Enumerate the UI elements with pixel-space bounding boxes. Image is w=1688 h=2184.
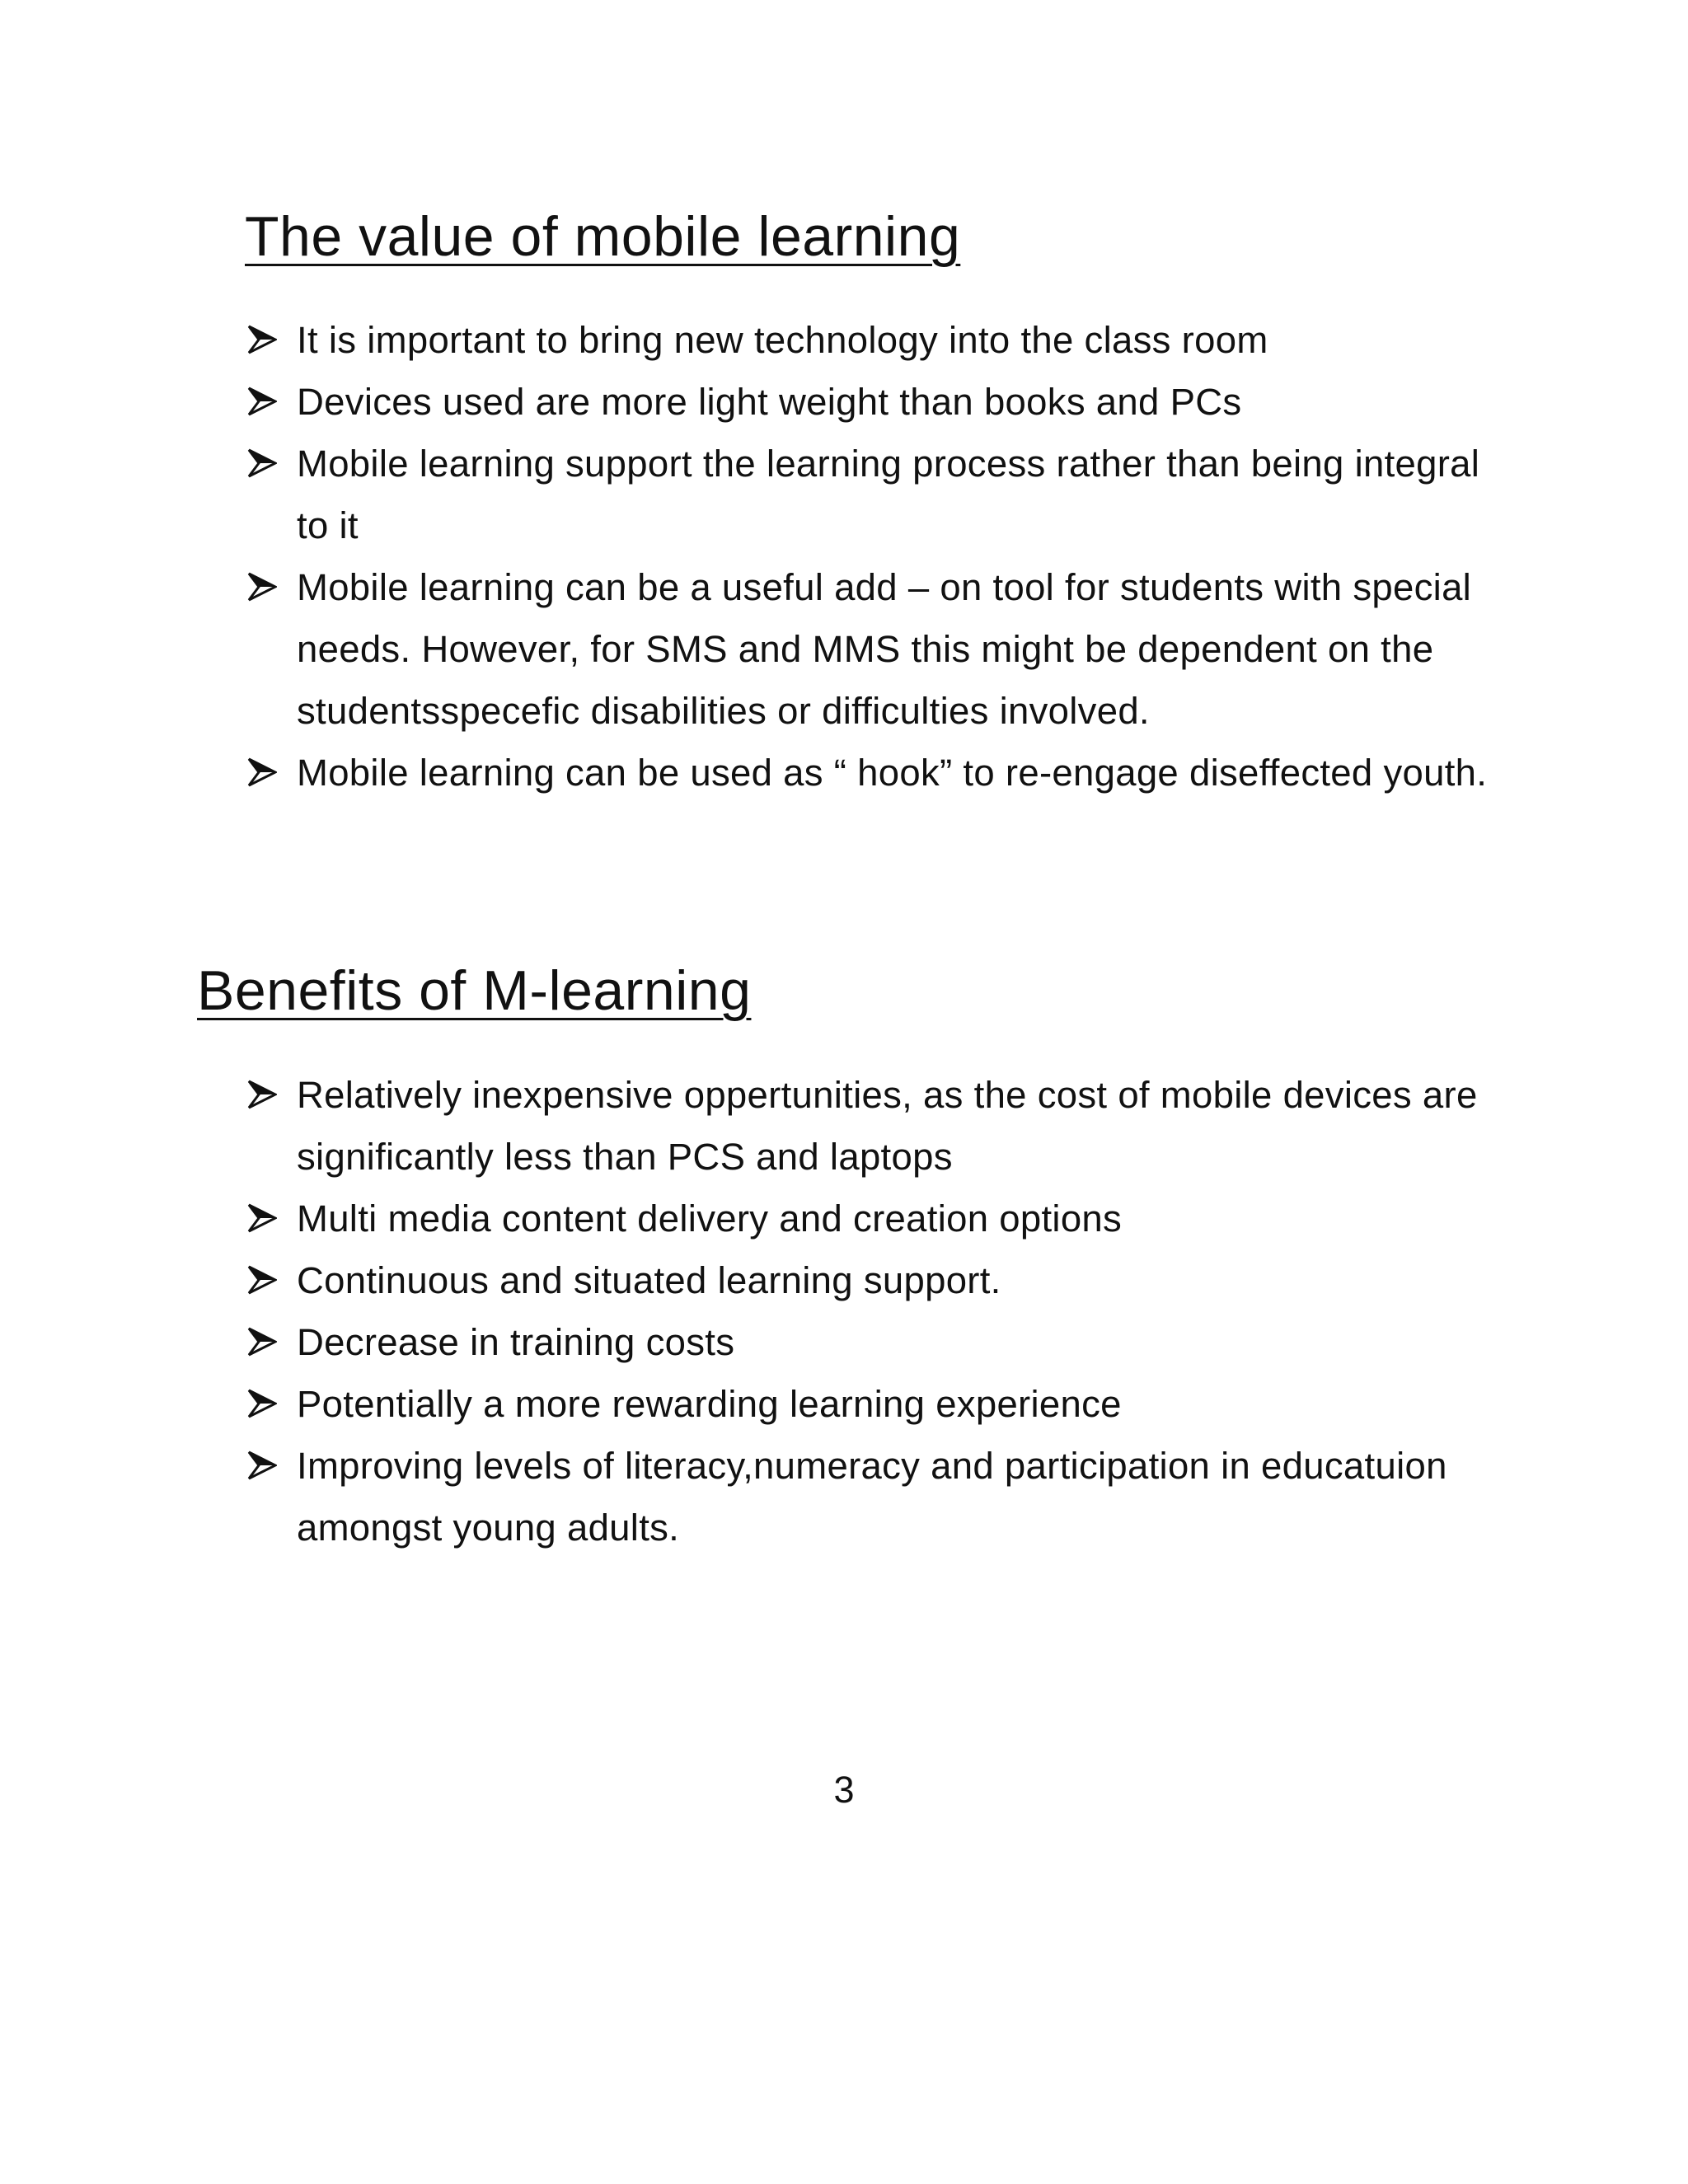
arrowhead-bullet-icon <box>247 387 277 416</box>
list-item-text: Devices used are more light weight than books and PCs <box>297 381 1242 423</box>
list-item-text: Decrease in training costs <box>297 1321 735 1363</box>
list-item-text: Improving levels of literacy,numeracy and participation in educatuion amongst young adults. <box>297 1445 1447 1549</box>
list-item-text: Mobile learning can be used as “ hook” to re-engage diseffected youth. <box>297 752 1488 794</box>
list-item <box>247 309 1517 371</box>
list-item-text: Continuous and situated learning support. <box>297 1259 1001 1301</box>
arrowhead-bullet-icon <box>247 1389 277 1418</box>
arrowhead-bullet-icon <box>247 1203 277 1233</box>
arrowhead-bullet-icon <box>247 1327 277 1357</box>
list-item-text: It is important to bring new technology into the class room <box>297 319 1268 361</box>
page-number: 3 <box>833 1769 855 1811</box>
list-item-text: Mobile learning support the learning process rather than being integral to it <box>297 443 1480 546</box>
list-item <box>247 1064 1517 1188</box>
arrowhead-bullet-icon <box>247 572 277 602</box>
list-item <box>247 742 1517 804</box>
list-item-text: Multi media content delivery and creation options <box>297 1197 1123 1240</box>
list-item <box>247 1249 1517 1311</box>
list-item <box>247 1188 1517 1249</box>
list-item <box>247 556 1517 742</box>
section-heading-value-of-mobile-learning: The value of mobile learning <box>245 205 961 268</box>
arrowhead-bullet-icon <box>247 1265 277 1295</box>
list-item <box>247 371 1517 433</box>
list-item <box>247 1435 1517 1558</box>
list-item-text: Mobile learning can be a useful add – on tool for students with special needs. However, for SMS and MMS this might be dependent on the studentsspecefic disabilities or difficulties involved. <box>297 566 1472 732</box>
benefits-list <box>247 1064 1517 1558</box>
arrowhead-bullet-icon <box>247 1080 277 1109</box>
arrowhead-bullet-icon <box>247 448 277 478</box>
section-heading-benefits-of-m-learning: Benefits of M-learning <box>197 959 752 1022</box>
value-list <box>247 309 1517 804</box>
list-item <box>247 1311 1517 1373</box>
arrowhead-bullet-icon <box>247 757 277 787</box>
list-item-text: Potentially a more rewarding learning experience <box>297 1383 1122 1425</box>
list-item <box>247 433 1517 556</box>
arrowhead-bullet-icon <box>247 325 277 354</box>
list-item-text: Relatively inexpensive oppertunities, as the cost of mobile devices are significantly less than PCS and laptops <box>297 1074 1478 1178</box>
list-item <box>247 1373 1517 1435</box>
arrowhead-bullet-icon <box>247 1451 277 1480</box>
